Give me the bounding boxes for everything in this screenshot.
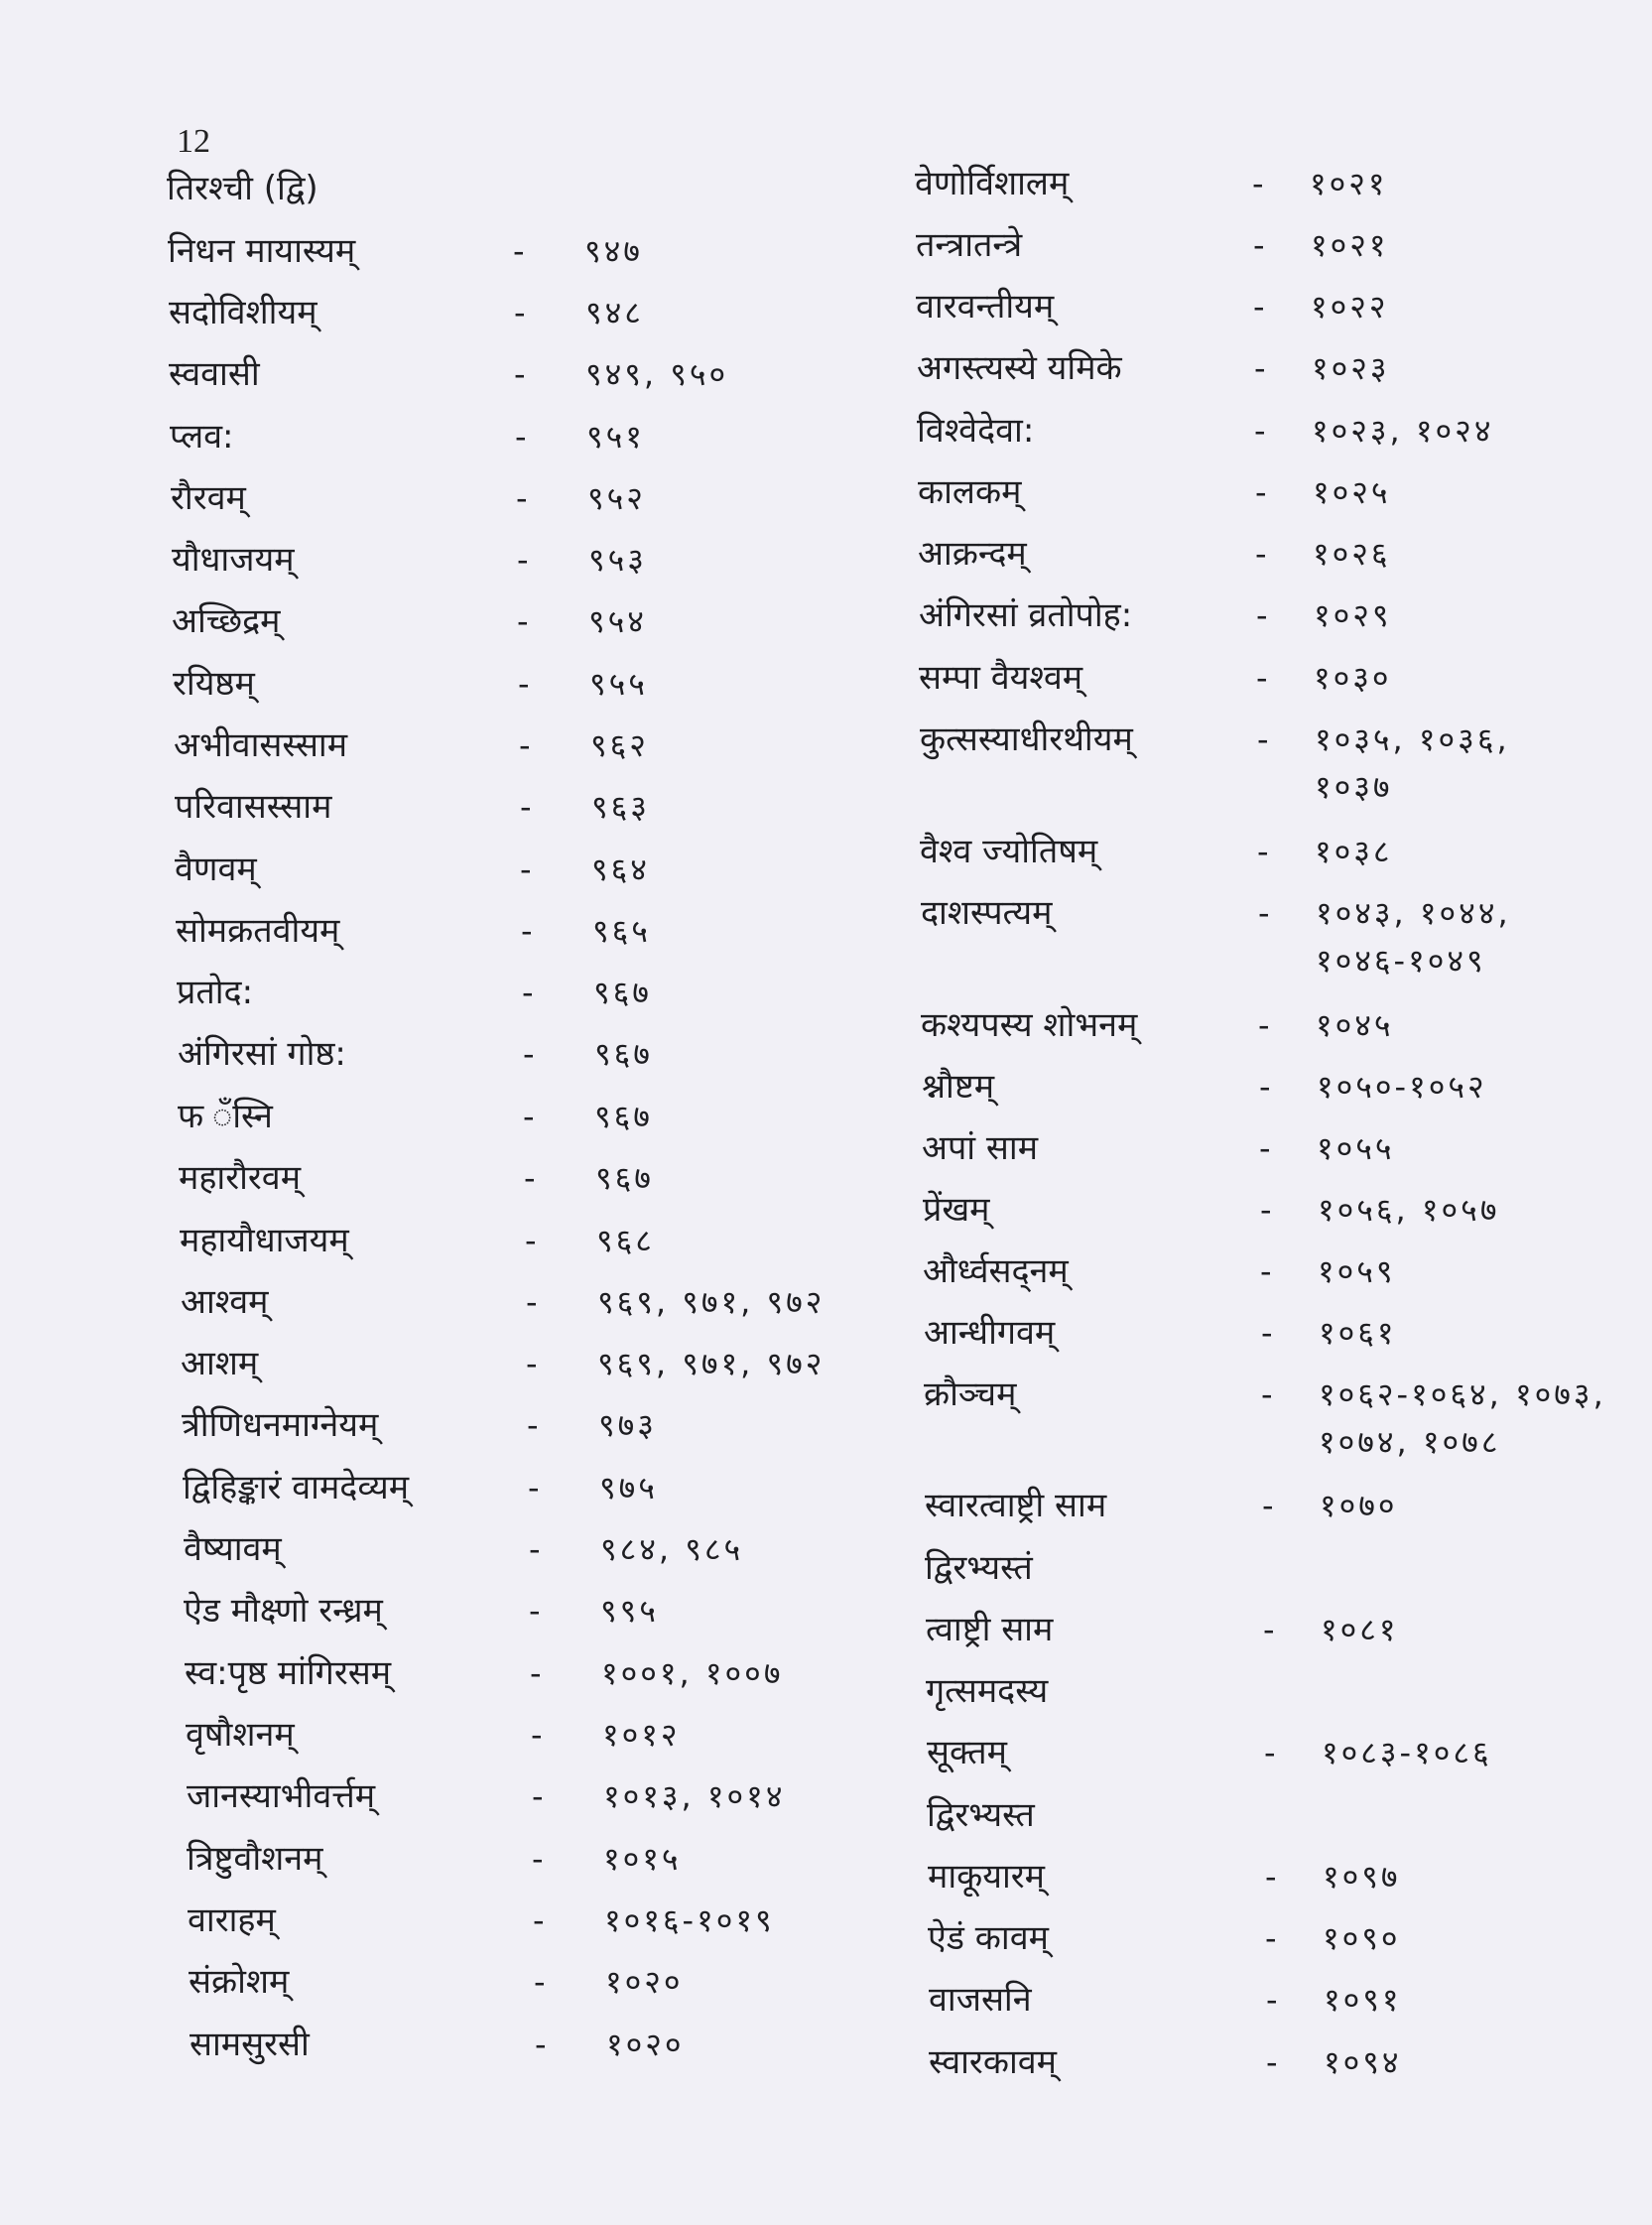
entry-term: दाशस्पत्यम् [921,893,1053,933]
entry-term: निधन मायास्यम् [168,231,356,271]
entry-term: वैश्व ज्योतिषम् [920,832,1098,871]
entry-pages: १०९७ [1323,1858,1401,1896]
entry-pages: १०१५ [603,1840,682,1878]
entry-pages: १०५०-१०५२ [1317,1068,1487,1106]
entry-pages: ९८४, ९८५ [600,1530,744,1568]
entry-pages: १०२५ [1313,473,1391,511]
entry-pages: १०१३, १०१४ [603,1777,786,1815]
entry-pages: ९६५ [592,912,651,950]
entry-term: स्वारकावम् [929,2042,1057,2082]
entry-term: अगस्त्यस्ये यमिके [917,348,1122,388]
entry-dash: - [529,1530,541,1568]
entry-term: प्रेंखम् [923,1190,990,1230]
entry-term: द्विहिङ्कारं वामदेव्यम् [183,1468,410,1507]
entry-pages: १०३८ [1315,833,1393,870]
entry-term: और्ध्वसद्नम् [923,1251,1069,1291]
entry-term: तिरश्ची (द्वि) [167,169,318,208]
entry-pages: १०२१ [1310,165,1388,202]
entry-term: अंगिरसां व्रतोपोह: [919,595,1133,635]
entry-pages: १०६१ [1319,1314,1397,1352]
entry-term: यौधाजयम् [172,540,295,580]
entry-pages: ९६७ [593,974,652,1011]
entry-term: सम्पा वैयश्वम् [919,658,1083,698]
entry-dash: - [530,1654,542,1692]
entry-term: रौरवम् [171,478,246,518]
entry-dash: - [513,232,525,270]
entry-dash: - [519,726,531,764]
entry-pages: ९९५ [600,1592,659,1630]
entry-term: आशम् [181,1344,259,1383]
entry-dash: - [529,1592,541,1630]
entry-pages: ९६२ [590,726,649,764]
entry-pages: १०७० [1320,1487,1398,1524]
entry-pages: १०९४ [1324,2043,1402,2081]
entry-dash: - [525,1222,537,1259]
entry-term: गृत्समदस्य [926,1671,1049,1711]
entry-term: प्रतोद: [177,973,254,1012]
entry-dash: - [534,1963,546,2001]
entry-pages: १०५६, १०५७ [1318,1191,1500,1229]
entry-pages: १०२३ [1312,349,1390,387]
entry-pages: १००१, १००७ [601,1654,784,1692]
entry-dash: - [1265,1919,1277,1957]
entry-pages: ९६७ [595,1159,654,1197]
entry-term: महारौरवम् [179,1158,302,1198]
entry-term: स्ववासी [169,354,260,394]
entry-pages: ९७३ [598,1406,657,1444]
entry-dash: - [1253,288,1265,326]
entry-dash: - [1260,1191,1272,1229]
entry-term: त्रीणिधनमाग्नेयम् [182,1405,379,1445]
entry-dash: - [518,665,530,703]
entry-term: वैष्यावम् [184,1529,282,1569]
entry-dash: - [1258,1006,1270,1044]
entry-pages: १०२९ [1314,596,1392,634]
entry-pages: ९६९, ९७१, ९७२ [597,1345,826,1382]
entry-term: स्वारत्वाष्ट्री साम [925,1486,1107,1525]
entry-term: प्लव: [170,417,234,457]
entry-dash: - [523,1098,535,1135]
entry-dash: - [517,602,529,640]
entry-term: क्रौञ्चम् [924,1374,1017,1414]
entry-dash: - [526,1345,538,1382]
entry-term: आश्वम् [181,1282,269,1322]
entry-pages: १०३५, १०३६, [1315,720,1510,758]
entry-dash: - [1257,833,1269,870]
entry-term: त्वाष्ट्री साम [926,1610,1054,1649]
entry-pages: १०५५ [1317,1129,1395,1167]
page-number: 12 [177,123,210,160]
entry-pages-continued: १०३७ [1315,768,1393,806]
entry-dash: - [1262,1487,1274,1524]
entry-dash: - [533,1901,545,1939]
entry-term: अंगिरसां गोष्ठ: [178,1034,346,1074]
entry-dash: - [1252,165,1264,202]
entry-term: वेणोर्विशालम् [915,164,1070,203]
entry-term: अपां साम [922,1128,1039,1168]
entry-pages: ९६४ [591,851,650,888]
entry-dash: - [523,1035,535,1073]
entry-term: परिवासस्साम [175,787,332,827]
entry-term: जानस्याभीवर्त्तम् [187,1776,376,1816]
entry-term: फ ँस्नि [178,1097,273,1136]
entry-pages: १०९० [1323,1919,1401,1957]
entry-pages: १०१६-१०१९ [604,1901,775,1939]
entry-term: संक्रोशम् [189,1962,290,2002]
entry-pages: ९५३ [588,541,647,579]
entry-pages: ९४९, ९५० [585,355,729,393]
entry-dash: - [1254,349,1266,387]
entry-pages: ९५४ [588,602,647,640]
entry-dash: - [515,418,527,456]
entry-term: महायौधाजयम् [180,1221,349,1260]
entry-pages: १०२० [605,1963,684,2001]
entry-term: ऐड मौक्ष्णो रन्ध्रम् [184,1591,383,1631]
entry-pages: १०३० [1314,659,1392,697]
entry-pages: १०८३-१०८६ [1322,1734,1492,1771]
entry-pages: १०४५ [1316,1006,1394,1044]
entry-pages: १०८१ [1321,1611,1399,1648]
entry-term: सदोविशीयम् [169,293,318,332]
entry-dash: - [1255,473,1267,511]
entry-term: द्विरभ्यस्तं [925,1548,1033,1588]
entry-dash: - [514,294,526,331]
entry-dash: - [1254,412,1266,450]
entry-term: सामसुरसी [190,2025,310,2064]
entry-dash: - [532,1777,544,1815]
entry-term: स्व:पृष्ठ मांगिरसम् [185,1653,392,1693]
entry-pages: १०५९ [1318,1252,1396,1290]
entry-term: आक्रन्दम् [918,534,1027,574]
entry-pages: ९६७ [594,1035,653,1073]
entry-pages: १०२६ [1313,535,1391,573]
entry-dash: - [1255,535,1267,573]
entry-dash: - [531,1716,543,1754]
entry-dash: - [528,1469,540,1506]
entry-pages: ९५१ [586,418,645,456]
entry-dash: - [1266,2043,1278,2081]
entry-dash: - [522,974,534,1011]
entry-pages: ९४८ [585,294,644,331]
entry-pages: १०९१ [1324,1981,1402,2019]
entry-dash: - [517,541,529,579]
entry-pages: १०६२-१०६४, १०७३, [1319,1375,1606,1413]
entry-dash: - [520,788,532,826]
entry-term: ऐडं कावम् [928,1918,1049,1958]
entry-dash: - [1260,1252,1272,1290]
entry-pages: ९४७ [584,232,643,270]
entry-term: रयिष्ठम् [173,664,255,704]
entry-pages: १०२१ [1311,226,1389,264]
entry-term: द्विरभ्यस्त [927,1795,1035,1835]
entry-term: वाजसनि [929,1980,1032,2020]
entry-dash: - [1264,1734,1276,1771]
entry-pages: ९६९, ९७१, ९७२ [597,1283,826,1321]
entry-dash: - [1259,1068,1271,1106]
entry-pages-continued: १०४६-१०४९ [1316,942,1486,980]
entry-term: विश्वेदेवा: [917,411,1035,451]
entry-pages: ९६७ [594,1098,653,1135]
entry-pages: ९५५ [589,665,648,703]
entry-dash: - [1257,720,1269,758]
entry-term: कुत्सस्याधीरथीयम् [920,720,1133,759]
entry-pages: १०१२ [602,1716,681,1754]
entry-dash: - [1266,1981,1278,2019]
entry-term: कालकम् [918,472,1022,512]
entry-pages: ९६८ [596,1222,655,1259]
entry-dash: - [524,1159,536,1197]
entry-dash: - [520,851,532,888]
entry-term: तन्त्रातन्त्रे [916,225,1023,265]
entry-dash: - [1253,226,1265,264]
entry-term: त्रिष्टुवौशनम् [187,1839,323,1879]
entry-dash: - [514,355,526,393]
entry-term: वारवन्तीयम् [916,287,1055,327]
entry-term: श्नौष्टम् [922,1067,995,1107]
entry-pages: ९६३ [591,788,650,826]
entry-dash: - [532,1840,544,1878]
entry-term: माकूयारम् [928,1857,1046,1897]
entry-dash: - [1261,1314,1273,1352]
entry-dash: - [526,1283,538,1321]
entry-pages-continued: १०७४, १०७८ [1319,1423,1501,1461]
entry-term: वाराहम् [188,1900,276,1940]
entry-term: आन्धीगवम् [924,1313,1056,1353]
entry-term: सोमक्रतवीयम् [176,911,340,951]
entry-dash: - [535,2026,547,2063]
entry-term: वैणवम् [175,850,257,889]
entry-pages: १०२२ [1311,288,1389,326]
entry-pages: ९७५ [599,1469,658,1506]
entry-dash: - [1259,1129,1271,1167]
entry-term: कश्यपस्य शोभनम् [921,1005,1138,1045]
entry-term: वृषौशनम् [186,1715,295,1755]
entry-dash: - [1256,596,1268,634]
entry-pages: १०२० [606,2026,685,2063]
entry-pages: १०४३, १०४४, [1316,894,1511,932]
entry-pages: १०२३, १०२४ [1312,412,1494,450]
entry-dash: - [527,1406,539,1444]
entry-dash: - [1258,894,1270,932]
entry-pages: ९५२ [587,479,646,517]
entry-dash: - [1265,1858,1277,1896]
entry-dash: - [1261,1375,1273,1413]
entry-term: अभीवासस्साम [174,725,348,765]
entry-dash: - [1263,1611,1275,1648]
entry-dash: - [516,479,528,517]
entry-term: सूक्तम् [927,1733,1007,1772]
entry-term: अच्छिद्रम् [172,601,281,641]
entry-dash: - [1256,659,1268,697]
entry-dash: - [521,912,533,950]
